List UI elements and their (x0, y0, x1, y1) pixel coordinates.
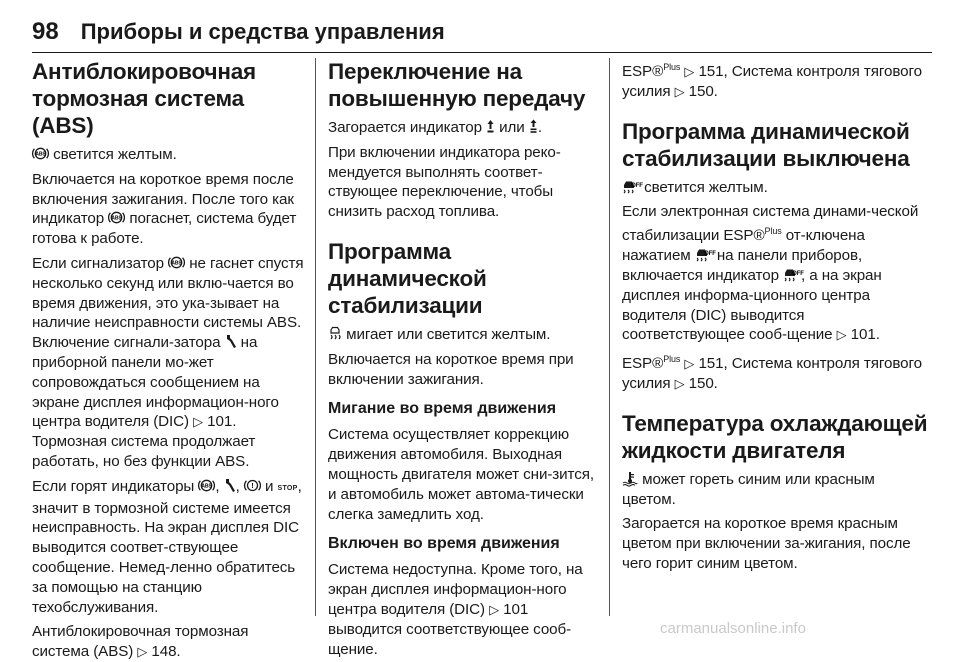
watermark: carmanualsonline.info (660, 620, 806, 637)
svg-text:OFF: OFF (792, 270, 804, 277)
upshift-icon (486, 119, 495, 134)
stop-icon: STOP (277, 484, 298, 492)
svg-text:ABS: ABS (111, 215, 122, 222)
running-title: Приборы и средства управления (80, 19, 445, 44)
abs-warning-icon (108, 210, 125, 225)
column-2 (328, 58, 598, 658)
abs-warning-icon (32, 146, 49, 161)
svg-text:ABS: ABS (171, 260, 182, 267)
page-ref-arrow-icon: ▷ (137, 644, 148, 660)
page-ref-arrow-icon: ▷ (674, 375, 685, 391)
paragraph: Если электронная система динами-ческой стабилизации ESP®$^{Plus}$ от-ключена нажатием OFF на панели приборов, включается индикатор OFF , а на экран дисплея информа-ционного центра водителя (DIC) выводится соответствующее сооб-щение ▷ 101. (622, 203, 919, 344)
subheading: Мигание во время движения (328, 400, 557, 418)
column-divider (609, 58, 610, 616)
wrench-icon (225, 334, 237, 349)
esp-off-icon (695, 247, 716, 262)
subheading: Включен во время движения (328, 535, 560, 553)
paragraph: При включении индикатора реко-мендуется выполнять соответ-ствующее переключение, чтобы снизить расход топлива. (328, 143, 561, 221)
paragraph: мигает или светится желтым. (328, 325, 598, 345)
column-1 (32, 58, 304, 661)
brake-warning-icon (244, 478, 261, 493)
section-heading-coolant: Температура охлаждающей жидкости двигателя (622, 410, 928, 463)
paragraph: Если сигнализатор ABS не гаснет спустя несколько секунд или вклю-чается во время движения, это ука-зывает на наличие неисправности системы ABS. Включение сигнали-затора на приборной панели мо-жет сопровождаться сообщением на экране дисплея информацион-ного центра водителя (DIC) ▷ 101. Тормозная система продолжает работать, но без функции ABS. (32, 254, 304, 470)
column-3 (622, 58, 928, 618)
section-heading-esp-off: Программа динамической стабилизации выключена (622, 118, 910, 171)
esp-off-icon (783, 267, 804, 282)
page-ref-arrow-icon: ▷ (684, 64, 695, 80)
esp-off-icon (622, 179, 643, 194)
page-number: 98 (32, 18, 59, 45)
wrench-icon (224, 478, 236, 493)
paragraph: Загорается на короткое время красным цветом при включении за-жигания, после чего горит синим цветом. (622, 515, 911, 572)
paragraph: ESP®$^{Plus}$ ▷ 151, Система контроля тягового усилия ▷ 150. (622, 354, 922, 392)
paragraph: Система недоступна. Кроме того, на экран дисплея информацион-ного центра водителя (DIC) ▷ 101 выводится соответствующее сооб-щение. (328, 561, 583, 658)
paragraph: ESP®$^{Plus}$ ▷ 151, Система контроля тягового усилия ▷ 150. (622, 62, 922, 100)
page-ref-arrow-icon: ▷ (193, 414, 204, 430)
section-heading-upshift: Переключение на повышенную передачу (328, 59, 586, 111)
paragraph: Загорается индикатор или . (328, 119, 542, 136)
svg-text:OFF: OFF (703, 251, 716, 258)
esp-skid-icon (328, 326, 342, 341)
abs-warning-icon (198, 478, 215, 493)
page-ref-arrow-icon: ▷ (684, 356, 695, 372)
paragraph: Антиблокировочная тормозная система (ABS) ▷ 148. (32, 623, 249, 661)
page-ref-arrow-icon: ▷ (674, 83, 685, 99)
page-header (32, 8, 932, 53)
paragraph: OFF светится желтым. (622, 178, 928, 198)
abs-warning-icon (168, 255, 185, 270)
paragraph: Включается на короткое время при включении зажигания. (328, 350, 574, 388)
svg-text:ABS: ABS (201, 483, 213, 490)
svg-text:!: ! (251, 482, 254, 490)
paragraph: Система осуществляет коррекцию движения автомобиля. Выходная мощность двигателя может сни-зится, и автомобиль может автома-тически слегка замедлить ход. (328, 426, 594, 523)
column-divider (315, 58, 316, 616)
paragraph: Включается на короткое время после включения зажигания. После того как индикатор ABS погаснет, система будет готова к работе. (32, 170, 297, 248)
page-ref-arrow-icon: ▷ (489, 601, 500, 617)
section-heading-abs: Антиблокировочная тормозная система (ABS) (32, 59, 256, 138)
paragraph: Если горят индикаторы ABS , , ! и STOP, значит в тормозной системе имеется неисправность. На экран дисплея DIC выводится соответ-ствующее сообщение. Немед-ленно обратитесь за помощью на станцию техобслуживания. (32, 477, 302, 616)
svg-text:ABS: ABS (35, 151, 46, 158)
coolant-temperature-icon (622, 471, 638, 486)
paragraph: может гореть синим или красным цветом. (622, 470, 875, 508)
page-ref-arrow-icon: ▷ (836, 327, 847, 343)
svg-text:OFF: OFF (631, 182, 643, 189)
paragraph: ABS светится желтым. (32, 145, 304, 165)
upshift-double-icon (529, 119, 538, 134)
section-heading-esp: Программа динамической стабилизации (328, 238, 487, 318)
